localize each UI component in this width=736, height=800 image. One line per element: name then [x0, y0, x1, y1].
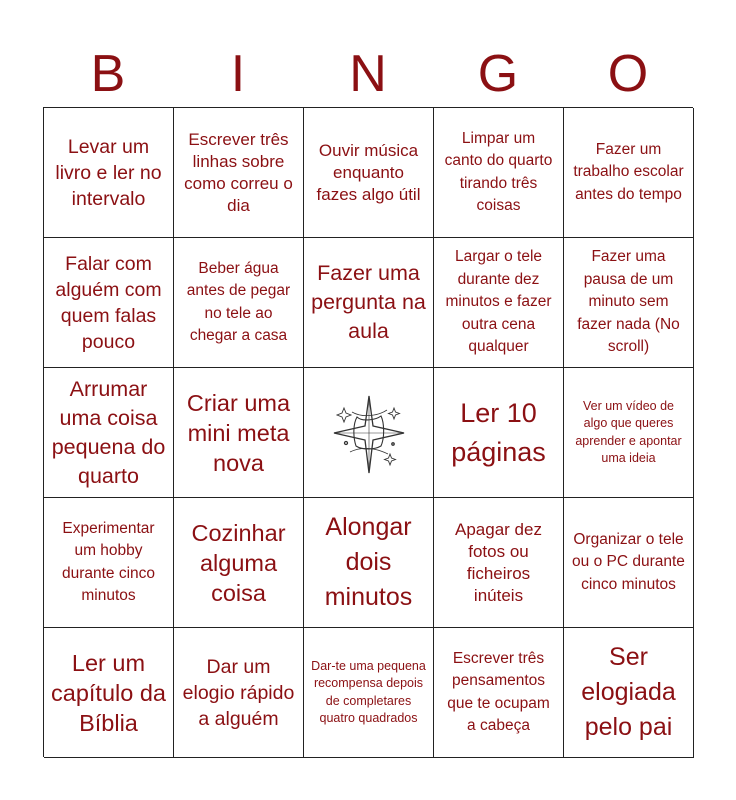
cell-text: Ser elogiada pelo pai [581, 643, 676, 741]
cell-text: Fazer um trabalho escolar antes do tempo [573, 140, 684, 203]
bingo-cell[interactable] [174, 498, 304, 628]
bingo-cell[interactable] [304, 498, 434, 628]
bingo-cell[interactable] [434, 238, 564, 368]
cell-text: Ler um capítulo da Bíblia [51, 649, 166, 736]
bingo-cell[interactable] [564, 108, 694, 238]
title-letter-b: B [90, 45, 126, 103]
bingo-cell[interactable] [434, 368, 564, 498]
bingo-cell[interactable] [44, 628, 174, 758]
cell-text: Fazer uma pergunta na aula [311, 261, 426, 343]
title-letter-n: N [349, 45, 387, 103]
bingo-cell[interactable] [44, 368, 174, 498]
bingo-cell[interactable] [304, 628, 434, 758]
cell-text: Fazer uma pausa de um minuto sem fazer nada (No scroll) [577, 248, 680, 356]
cell-text: Levar um livro e ler no intervalo [55, 135, 162, 210]
bingo-cell[interactable] [564, 238, 694, 368]
cell-text: Alongar dois minutos [324, 513, 413, 611]
bingo-cell[interactable] [174, 238, 304, 368]
title-letter-o: O [607, 45, 649, 103]
cell-text: Arrumar uma coisa pequena do quarto [51, 376, 166, 488]
cell-text: Cozinhar alguma coisa [191, 519, 286, 606]
sparkle-star-icon [324, 388, 414, 478]
bingo-cell[interactable] [564, 628, 694, 758]
bingo-card-grid [43, 107, 693, 757]
bingo-cell[interactable] [564, 498, 694, 628]
cell-text: Beber água antes de pegar no tele ao chegar a casa [186, 259, 291, 344]
bingo-cell[interactable] [304, 238, 434, 368]
bingo-cell[interactable] [304, 108, 434, 238]
cell-text: Apagar dez fotos ou ficheiros inúteis [455, 519, 542, 605]
cell-text: Largar o tele durante dez minutos e fazer outra cena qualquer [445, 248, 552, 356]
cell-text: Limpar um canto do quarto tirando três coisas [444, 129, 553, 214]
bingo-cell[interactable] [44, 108, 174, 238]
bingo-cell[interactable] [434, 498, 564, 628]
bingo-cell[interactable] [564, 368, 694, 498]
bingo-cell[interactable] [174, 628, 304, 758]
cell-text: Ver um vídeo de algo que queres aprender e apontar uma ideia [575, 398, 682, 465]
bingo-cell[interactable] [434, 628, 564, 758]
cell-text: Organizar o tele ou o PC durante cinco minutos [572, 530, 685, 593]
bingo-title [43, 40, 693, 108]
title-letter-i: I [230, 45, 246, 103]
cell-text: Ler 10 páginas [451, 397, 546, 467]
bingo-cell[interactable] [434, 108, 564, 238]
cell-text: Escrever três pensamentos que te ocupam a cabeça [447, 649, 550, 734]
cell-text: Experimentar um hobby durante cinco minutos [61, 519, 156, 604]
cell-text: Dar-te uma pequena recompensa depois de completares quatro quadrados [311, 658, 426, 725]
cell-text: Dar um elogio rápido a alguém [182, 655, 295, 730]
bingo-cell[interactable] [174, 108, 304, 238]
cell-text: Falar com alguém com quem falas pouco [55, 252, 162, 353]
cell-text: Criar uma mini meta nova [186, 389, 291, 476]
cell-text: Ouvir música enquanto fazes algo útil [316, 140, 421, 204]
bingo-cell[interactable] [44, 498, 174, 628]
bingo-cell[interactable] [174, 368, 304, 498]
title-letter-g: G [477, 45, 519, 103]
free-space-cell[interactable] [304, 368, 434, 498]
bingo-cell[interactable] [44, 238, 174, 368]
cell-text: Escrever três linhas sobre como correu o dia [184, 129, 293, 215]
